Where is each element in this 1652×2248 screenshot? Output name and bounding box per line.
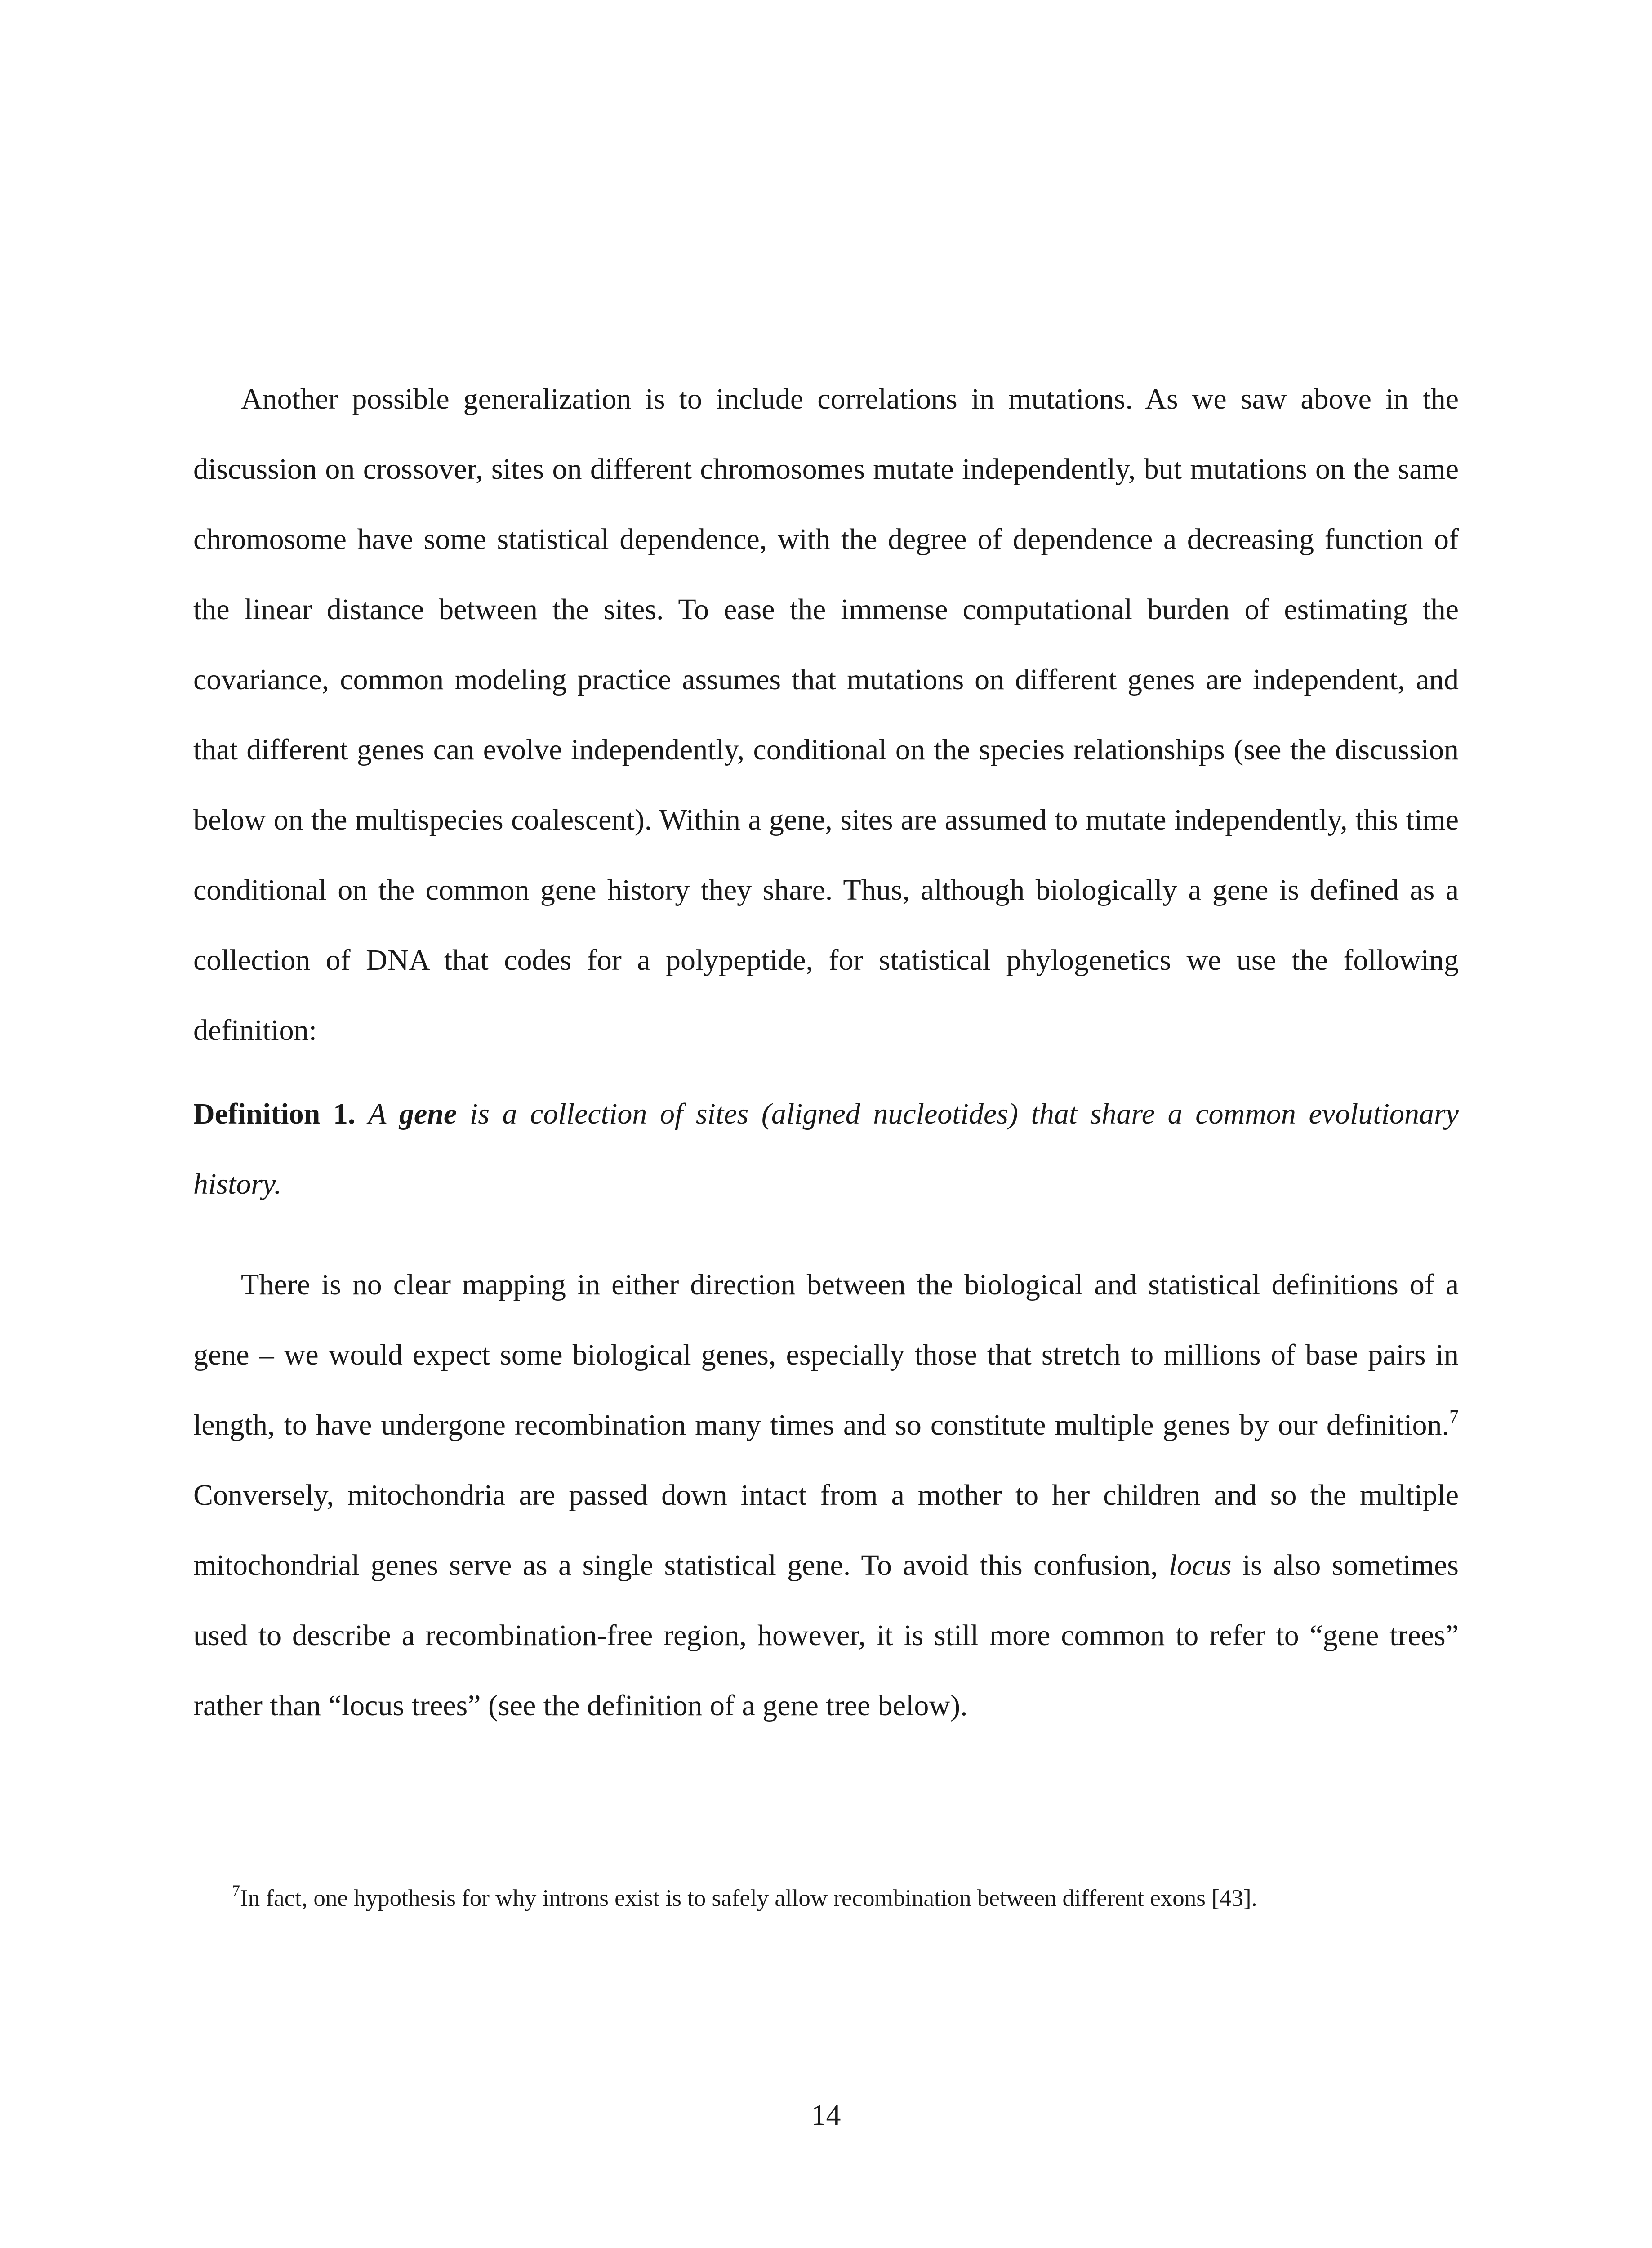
definition-text: is a collection of sites (aligned nucleotides) that share a common evolutionary history. [193, 1097, 1459, 1200]
page-body [193, 364, 1459, 1741]
paragraph-mapping-part3: is also sometimes used to describe a recombination-free region, however, it is still more common to refer to “gene trees” rather than “locus trees” (see the definition of a gene tree below). [193, 1549, 1459, 1722]
page-number: 14 [811, 2099, 841, 2132]
paragraph-mapping-part2: Conversely, mitochondria are passed down intact from a mother to her children and so the multiple mitochondrial genes serve as a single statistical gene. To avoid this confusion, [193, 1479, 1459, 1582]
definition-term: gene [399, 1097, 457, 1130]
footnote-text: In fact, one hypothesis for why introns exist is to safely allow recombination between different exons [43]. [240, 1885, 1257, 1911]
definition-block [193, 1079, 1459, 1219]
footnote [193, 1882, 1459, 1915]
paragraph-mapping-part1: There is no clear mapping in either direction between the biological and statistical definitions of a gene – we would expect some biological genes, especially those that stretch to millions of base pairs in length, to have undergone recombination many times and so constitute multiple genes by our definition. [193, 1268, 1459, 1441]
footnote-reference[interactable]: 7 [1449, 1407, 1459, 1427]
paragraph-mapping-emphasis: locus [1169, 1549, 1232, 1582]
definition-article: A [368, 1097, 387, 1130]
paragraph-mapping [193, 1250, 1459, 1741]
definition-label: Definition 1. [193, 1097, 356, 1130]
footnote-mark: 7 [232, 1882, 240, 1900]
paragraph-correlations: Another possible generalization is to include correlations in mutations. As we saw above in the discussion on crossover, sites on different chromosomes mutate independently, but mutations on the same chromosome have some statistical dependence, with the degree of dependence a decreasing function of the linear distance between the sites. To ease the immense computational burden of estimating the covariance, common modeling practice assumes that mutations on different genes are independent, and that different genes can evolve independently, conditional on the species relationships (see the discussion below on the multispecies coalescent). Within a gene, sites are assumed to mutate independently, this time conditional on the common gene history they share. Thus, although biologically a gene is defined as a collection of DNA that codes for a polypeptide, for statistical phylogenetics we use the following definition: [193, 383, 1459, 1047]
